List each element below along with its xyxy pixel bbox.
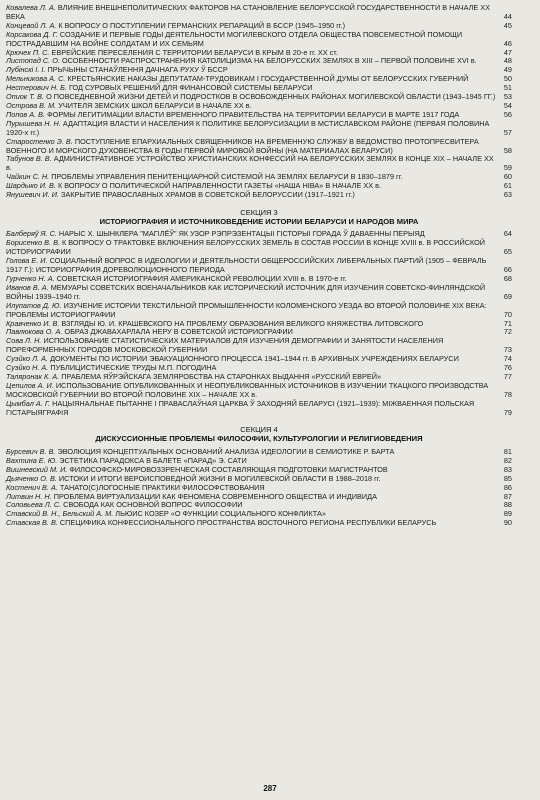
toc-entry-title: ПОСТУПЛЕНИЕ ЕПАРХИАЛЬНЫХ СВЯЩЕННИКОВ НА ВРЕМЕННУЮ СЛУЖБУ В ВЕДОМСТВО ПРОТОПРЕСВИТЕРА ВОЕННОГО И МОРСКОГО ДУХОВЕНСТВА В ГОДЫ ПЕРВОЙ МИРОВОЙ ВОЙНЫ (НА МАТЕРИАЛАХ БЕЛАРУСИ) <box>6 136 479 155</box>
toc-entry-title: К ВОПРОСУ О ТРАКТОВКЕ ВКЛЮЧЕНИЯ БЕЛОРУССКИХ ЗЕМЕЛЬ В СОСТАВ РОССИИ В КОНЦЕ XVIII в. В РОССИЙСКОЙ ИСТОРИОГРАФИИ <box>6 238 486 257</box>
toc-entry-page: 48 <box>503 56 512 66</box>
toc-entry-page: 65 <box>503 247 512 257</box>
toc-entry-page: 44 <box>503 11 512 21</box>
toc-entry-title: ЭВОЛЮЦИЯ КОНЦЕПТУАЛЬНЫХ ОСНОВАНИЙ АНАЛИЗА ИДЕОЛОГИИ В СЕМИОТИКЕ Р. БАРТА <box>57 446 395 456</box>
toc-entry-author: Нестерович Н. Б. <box>6 83 67 93</box>
toc-entry-title: К ВОПРОСУ О ПОСТУПЛЕНИИ ГЕРМАНСКИХ РЕПАРАЦИЙ В БССР (1945–1950 гг.) <box>58 20 346 30</box>
table-of-contents <box>6 4 512 528</box>
toc-entry-title: УЧИТЕЛЯ ЗЕМСКИХ ШКОЛ БЕЛАРУСИ В НАЧАЛЕ ХХ в. <box>58 100 252 110</box>
toc-entry-title: ДОКУМЕНТЫ ПО ИСТОРИИ ЭВАКУАЦИОННОГО ПРОЦЕССА 1941–1944 гг. В АРХИВНЫХ УЧРЕЖДЕНИЯХ БЕЛАРУСИ <box>50 354 459 364</box>
toc-entry <box>6 239 512 257</box>
toc-entry-text <box>6 284 498 302</box>
toc-entry <box>6 400 512 418</box>
toc-entry-author: Кравченко И. В. <box>6 318 60 328</box>
toc-entry-title: ИЗУЧЕНИЕ ИСТОРИИ ТЕКСТИЛЬНОЙ ПРОМЫШЛЕННОСТИ КОЛОМЕНСКОГО УЕЗДА ВО ВТОРОЙ ПОЛОВИНЕ XIX ВЕКА: ПРОБЛЕМЫ ИСТОРИОГРАФИИ <box>6 300 487 319</box>
toc-entry-author: Литвин Н. Н. <box>6 491 52 501</box>
toc-entry-page: 57 <box>503 127 512 137</box>
toc-entry-page: 85 <box>503 473 512 483</box>
toc-entry-page: 53 <box>503 92 512 102</box>
toc-entry-author: Суэйко Л. А. <box>6 354 49 364</box>
toc-entry-text <box>6 138 498 156</box>
toc-entry-title: ИСТОКИ И ИТОГИ ВЕРОИСПОВЕДНОЙ ЖИЗНИ В МОГИЛЕВСКОЙ ОБЛАСТИ В 1988–2018 гг. <box>58 473 381 483</box>
toc-entry-page: 78 <box>503 389 512 399</box>
toc-entry-page: 74 <box>503 354 512 364</box>
toc-entry-page: 88 <box>503 500 512 510</box>
toc-entry-text <box>6 31 498 49</box>
toc-entry-author: Суэйко Н. А. <box>6 363 49 373</box>
toc-entry-title: ТАНАТО(С)ЛОГОСНЫЕ ПРАКТИКИ ФИЛОСОФСТВОВАНИЯ <box>59 482 265 492</box>
section-heading <box>6 208 512 227</box>
toc-entry-title: ФОРМЫ ЛЕГИТИМАЦИИ ВЛАСТИ ВРЕМЕННОГО ПРАВИТЕЛЬСТВА НА ТЕРРИТОРИИ БЕЛАРУСИ В МАРТЕ 1917 ГОДА <box>47 109 460 119</box>
toc-entry-title: К ВОПРОСУ О ПОЛИТИЧЕСКОЙ НАПРАВЛЕННОСТИ ГАЗЕТЫ «НАША НІВА» В НАЧАЛЕ ХХ в. <box>57 181 382 191</box>
toc-entry-page: 69 <box>503 291 512 301</box>
toc-entry-author: Ставская В. В. <box>6 518 58 528</box>
toc-entry-title: ВЛИЯНИЕ ВНЕШНЕПОЛИТИЧЕСКИХ ФАКТОРОВ НА СТАНОВЛЕНИЕ БЕЛОРУССКОЙ ГОСУДАРСТВЕННОСТИ В НАЧАЛЕ ХХ ВЕКА <box>6 3 491 21</box>
page-number: 287 <box>263 784 277 793</box>
toc-entry-title: СОВЕТСКАЯ ИСТОРИОГРАФИЯ АМЕРИКАНСКОЙ РЕВОЛЮЦИИ XVIII в. В 1970-е гг. <box>56 273 347 283</box>
toc-entry <box>6 155 512 173</box>
toc-entry-page: 58 <box>503 145 512 155</box>
toc-entry-text <box>6 4 498 22</box>
toc-entry-author: Старостенко Э. В. <box>6 136 73 146</box>
toc-entry-text <box>6 191 498 200</box>
toc-entry-author: Сова Л. Н. <box>6 336 42 346</box>
toc-entry-text <box>6 519 498 528</box>
toc-entry <box>6 257 512 275</box>
toc-entry-title: ФИЛОСОФСКО-МИРОВОЗЗРЕНЧЕСКАЯ СОСТАВЛЯЮЩАЯ ПОДГОТОВКИ МАГИСТРАНТОВ <box>69 464 388 474</box>
toc-entry-title: ИСПОЛЬЗОВАНИЕ ОПУБЛИКОВАННЫХ И НЕОПУБЛИКОВАННЫХ ИСТОЧНИКОВ В ИЗУЧЕНИИ ТКАЦКОГО ПРОИЗВОДСТВА МОСКОВСКОЙ ГУБЕРНИИ ВО ВТОРОЙ ПОЛОВИНЕ XIX – НАЧАЛЕ XX в. <box>6 380 489 399</box>
section-title: ИСТОРИОГРАФИЯ И ИСТОЧНИКОВЕДЕНИЕ ИСТОРИИ БЕЛАРУСИ И НАРОДОВ МИРА <box>99 216 419 226</box>
toc-entry-author: Гурченко Н. А. <box>6 273 55 283</box>
toc-entry <box>6 284 512 302</box>
toc-entry-author: Корсакова Д. Г. <box>6 29 58 39</box>
toc-entry-title: ПРОБЛЕМА ВИРТУАЛИЗАЦИИ КАК ФЕНОМЕНА СОВРЕМЕННОГО ОБЩЕСТВА И ИНДИВИДА <box>53 491 377 501</box>
toc-entry-text <box>6 239 498 257</box>
toc-entry-page: 72 <box>503 327 512 337</box>
toc-entry-title: ПРОБЛЕМЫ УПРАВЛЕНИЯ ПЕНИТЕНЦИАРНОЙ СИСТЕМОЙ НА ЗЕМЛЯХ БЕЛАРУСИ В 1830–1879 гг. <box>51 172 403 182</box>
toc-entry-page: 86 <box>503 482 512 492</box>
toc-entry-author: Иванов В. А. <box>6 282 49 292</box>
toc-entry-page: 89 <box>503 509 512 519</box>
toc-entry-author: Концевой Л. А. <box>6 20 57 30</box>
toc-entry-page: 76 <box>503 363 512 373</box>
toc-entry-author: Чайкин С. Н. <box>6 172 50 182</box>
toc-entry-title: МЕМУАРЫ СОВЕТСКИХ ВОЕНАЧАЛЬНИКОВ КАК ИСТОРИЧЕСКИЙ ИСТОЧНИК ДЛЯ ИЗУЧЕНИЯ СОВЕТСКО-ФИНЛЯНДСКОЙ ВОЙНЫ 1939–1940 гг. <box>6 282 486 301</box>
toc-entry-page: 70 <box>503 309 512 319</box>
toc-entry-page: 71 <box>503 318 512 328</box>
toc-entry-author: Ставский В. Н., Бельский А. М. <box>6 509 114 519</box>
toc-entry <box>6 120 512 138</box>
toc-entry-title: ОБРАЗ ДЖАВАХАРЛАЛА НЕРУ В СОВЕТСКОЙ ИСТОРИОГРАФИИ <box>64 327 293 337</box>
toc-entry-author: Цымбал А. Г. <box>6 398 51 408</box>
toc-entry-title: ПУБЛИЦИСТИЧЕСКИЕ ТРУДЫ М.П. ПОГОДИНА <box>50 363 217 373</box>
toc-entry-author: Илупатов Д. Ю. <box>6 300 62 310</box>
section-label: СЕКЦИЯ 3 <box>240 207 278 217</box>
toc-entry-page: 45 <box>503 20 512 30</box>
toc-entry-page: 56 <box>503 109 512 119</box>
toc-entry-title: НАРЫС Х. ШЫНКЛЕРА "МАГІЛЁЎ" ЯК УЗОР РЭПРЭЗЕНТАЦЫІ ГІСТОРЫІ ГОРАДА Ў ДАВАЕННЫ ПЕРЫЯД <box>58 229 425 239</box>
toc-entry-page: 68 <box>503 273 512 283</box>
toc-entry-author: Голова Е. И. <box>6 256 48 266</box>
toc-entry-page: 66 <box>503 265 512 275</box>
toc-entry-author: Цепилов А. И. <box>6 380 54 390</box>
toc-entry-title: СОЦИАЛЬНЫЙ ВОПРОС В ИДЕОЛОГИИ И ДЕЯТЕЛЬНОСТИ ОБЩЕРОССИЙСКИХ ЛИБЕРАЛЬНЫХ ПАРТИЙ (1905 – ФЕВРАЛЬ 1917 Г.): ИСТОРИОГРАФИЯ ДОРЕВОЛЮЦИОННОГО ПЕРИОДА <box>6 256 487 275</box>
toc-entry-page: 51 <box>503 83 512 93</box>
toc-entry-author: Ковалева Л. А. <box>6 3 56 12</box>
toc-entry-page: 82 <box>503 455 512 465</box>
section-label: СЕКЦИЯ 4 <box>240 425 278 435</box>
toc-entry-title: НАЦЫЯНАЛЬНАЕ ПЫТАННЕ І ПРАВАСЛАЎНАЯ ЦАРКВА Ў ЗАХОДНЯЙ БЕЛАРУСІ (1921–1939): МІЖВАЕННАЯ ПОЛЬСКАЯ ГІСТАРЫЯГРАФІЯ <box>6 398 475 417</box>
toc-entry-text <box>6 382 498 400</box>
toc-entry-author: Вахтина Е. Ю. <box>6 455 58 465</box>
toc-entry-page: 79 <box>503 407 512 417</box>
toc-entry-author: Шардыко И. В. <box>6 181 56 191</box>
toc-entry-title: АДМИНИСТРАТИВНОЕ УСТРОЙСТВО ХРИСТИАНСКИХ КОНФЕССИЙ НА БЕЛОРУССКИХ ЗЕМЛЯХ В КОНЦЕ XIX – НАЧАЛЕ XX в. <box>6 154 494 173</box>
toc-entry-title: ПРЫЧЫНЫ СТАНАЎЛЕННЯ ДАЧНАГА РУХУ Ў БССР <box>47 65 228 75</box>
toc-entry-author: Балберяў Я. С. <box>6 229 57 239</box>
toc-entry-author: Табунов В. В. <box>6 154 52 164</box>
toc-entry-title: КРЕСТЬЯНСКИЕ НАКАЗЫ ДЕПУТАТАМ-ТРУДОВИКАМ I ГОСУДАРСТВЕННОЙ ДУМЫ ОТ БЕЛОРУССКИХ ГУБЕРНИЙ <box>67 74 469 84</box>
toc-entry-title: ЗАКРЫТИЕ ПРАВОСЛАВНЫХ ХРАМОВ В СОВЕТСКОЙ БЕЛОРУССИИ (1917–1921 гг.) <box>60 190 355 200</box>
toc-entry-author: Попов А. В. <box>6 109 46 119</box>
toc-entry <box>6 31 512 49</box>
toc-entry <box>6 302 512 320</box>
toc-entry-text <box>6 302 498 320</box>
toc-entry-author: Таляронак К. А. <box>6 371 60 381</box>
toc-entry-page: 77 <box>503 371 512 381</box>
section-heading <box>6 425 512 444</box>
toc-entry-author: Листопад С. О. <box>6 56 60 66</box>
section-title: ДИСКУССИОННЫЕ ПРОБЛЕМЫ ФИЛОСОФИИ, КУЛЬТУРОЛОГИИ И РЕЛИГИОВЕДЕНИЯ <box>95 434 423 444</box>
toc-entry-page: 83 <box>503 464 512 474</box>
toc-entry-author: Бурсевич В. В. <box>6 446 56 456</box>
toc-entry-page: 50 <box>503 74 512 84</box>
toc-entry-page: 81 <box>503 446 512 456</box>
toc-entry-author: Пурышева Н. Н. <box>6 118 61 128</box>
toc-entry-author: Вишневский М. И. <box>6 464 68 474</box>
toc-entry <box>6 4 512 22</box>
toc-entry-page: 73 <box>503 345 512 355</box>
toc-entry-author: Опиок Т. В. <box>6 92 45 102</box>
toc-entry-author: Соловьева Л. С. <box>6 500 62 510</box>
toc-entry-title: О ПОВСЕДНЕВНОЙ ЖИЗНИ ДЕТЕЙ И ПОДРОСТКОВ В ОСВОБОЖДЕННЫХ РАЙОНАХ МОГИЛЕВСКОЙ ОБЛАСТИ (1943–1945 ГГ.) <box>46 92 496 102</box>
toc-entry-page: 47 <box>503 47 512 57</box>
toc-entry-author: Мельникова А. С. <box>6 74 66 84</box>
toc-entry-title: АДАПТАЦИЯ ВЛАСТИ И НАСЕЛЕНИЯ К ПОЛИТИКЕ БЕЛОРУСИЗАЦИИ В МСТИСЛАВСКОМ РАЙОНЕ (ПЕРВАЯ ПОЛОВИНА 1920-х гг.) <box>6 118 490 137</box>
toc-entry-title: СВОБОДА КАК ОСНОВНОЙ ВОПРОС ФИЛОСОФИИ <box>63 500 243 510</box>
toc-entry-author: Крючек П. С. <box>6 47 50 57</box>
toc-entry <box>6 382 512 400</box>
toc-entry-text <box>6 400 498 418</box>
toc-entry-page: 63 <box>503 190 512 200</box>
toc-entry-page: 90 <box>503 518 512 528</box>
toc-entry-title: СОЗДАНИЕ И ПЕРВЫЕ ГОДЫ ДЕЯТЕЛЬНОСТИ МОГИЛЕВСКОГО ОТДЕЛА ОБЩЕСТВА ПОВСЕМЕСТНОЙ ПОМОЩИ ПОСТРАДАВШИМ НА ВОЙНЕ СОЛДАТАМ И ИХ СЕМЬЯМ <box>6 29 463 48</box>
toc-entry-text <box>6 257 498 275</box>
toc-entry-page: 59 <box>503 163 512 173</box>
toc-entry-page: 49 <box>503 65 512 75</box>
toc-entry-author: Янушевич И. И. <box>6 190 59 200</box>
toc-entry-title: ГОД СУРОВЫХ РЕШЕНИЙ ДЛЯ ФИНАНСОВОЙ СИСТЕМЫ БЕЛАРУСИ <box>68 83 313 93</box>
toc-entry-author: Дьяченко О. В. <box>6 473 57 483</box>
toc-entry <box>6 337 512 355</box>
toc-entry-page: 46 <box>503 38 512 48</box>
toc-entry-page: 60 <box>503 172 512 182</box>
toc-entry-title: ИСПОЛЬЗОВАНИЕ СТАТИСТИЧЕСКИХ МАТЕРИАЛОВ ДЛЯ ИЗУЧЕНИЯ ДЕМОГРАФИИ И ЗАНЯТОСТИ НАСЕЛЕНИЯ ПОРЕФОРМЕННЫХ ГОРОДОВ МОСКОВСКОЙ ГУБЕРНИИ <box>6 336 444 355</box>
toc-entry-page: 54 <box>503 100 512 110</box>
toc-entry-page: 61 <box>503 181 512 191</box>
toc-entry-title: ЭСТЕТИКА ПАРАДОКСА В БАЛЕТЕ «ПАРАД» Э. САТИ <box>59 455 247 465</box>
toc-entry-text <box>6 155 498 173</box>
toc-entry-author: Борисенко В. В. <box>6 238 60 248</box>
toc-entry-title: СПЕЦИФИКА КОНФЕССИОНАЛЬНОГО ПРОСТРАНСТВА ВОСТОЧНОГО РЕГИОНА РЕСПУБЛИКИ БЕЛАРУСЬ <box>59 518 437 528</box>
toc-entry-title: ПРАБЛЕМА ЯЎРЭЙСКАГА ЗЕМЛЯРОБСТВА НА СТАРОНКАХ ВЫДАННЯ «РУССКИЙ ЕВРЕЙ» <box>61 371 382 381</box>
toc-entry <box>6 519 512 528</box>
toc-entry-author: Костенич В. А. <box>6 482 58 492</box>
toc-entry-title: ЕВРЕЙСКИЕ ПЕРЕСЕЛЕНИЯ С ТЕРРИТОРИИ БЕЛАРУСИ В КРЫМ В 20-е гг. ХХ ст. <box>51 47 338 57</box>
toc-entry <box>6 191 512 200</box>
toc-entry-author: Лубінскі І. І. <box>6 65 46 75</box>
toc-entry-text <box>6 120 498 138</box>
toc-entry <box>6 138 512 156</box>
toc-entry-title: ВЗГЛЯДЫ Ю. И. КРАШЕВСКОГО НА ПРОБЛЕМУ ОБРАЗОВАНИЯ ВЕЛИКОГО КНЯЖЕСТВА ЛИТОВСКОГО <box>61 318 424 328</box>
toc-entry-page: 64 <box>503 229 512 239</box>
toc-entry-title: ОСОБЕННОСТИ РАСПРОСТРАНЕНИЯ КАТОЛИЦИЗМА НА БЕЛОРУССКИХ ЗЕМЛЯХ В XIII – ПЕРВОЙ ПОЛОВИНЕ XVI в. <box>61 56 477 66</box>
toc-entry-page: 87 <box>503 491 512 501</box>
toc-entry-text <box>6 337 498 355</box>
toc-entry-author: Павлюкова О. А. <box>6 327 63 337</box>
toc-entry-author: Острова В. М. <box>6 100 57 110</box>
toc-entry-title: ЛЬЮИС КОЗЕР «О ФУНКЦИИ СОЦИАЛЬНОГО КОНФЛИКТА» <box>115 509 326 519</box>
